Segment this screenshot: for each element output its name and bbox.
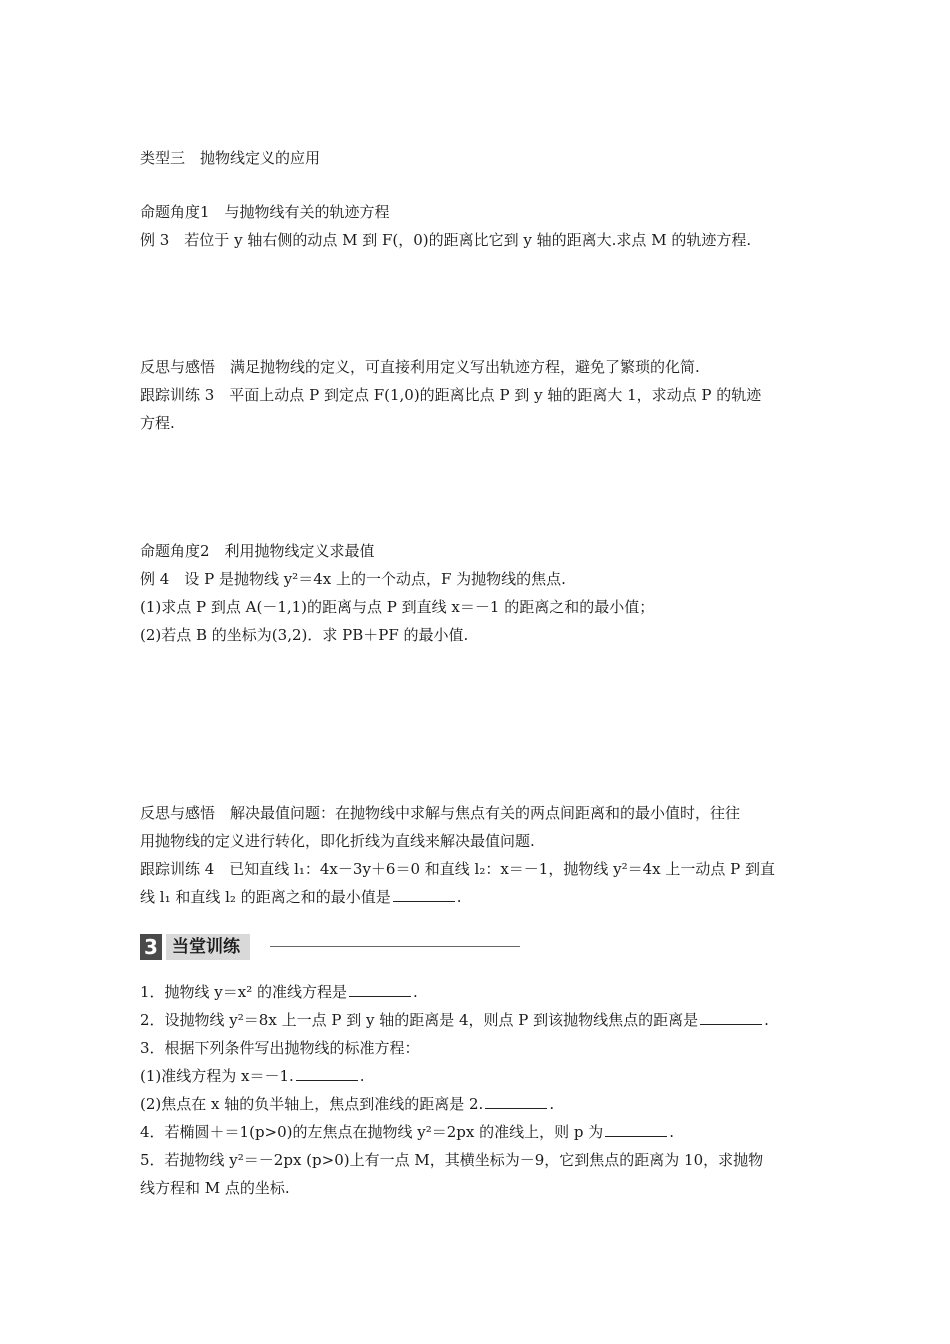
period: . [669,1123,675,1141]
question-3-2-text: (2)焦点在 x 轴的负半轴上，焦点到准线的距离是 2. [140,1095,484,1113]
section-header [140,934,530,960]
answer-blank [700,1010,762,1025]
question-3-2 [140,1094,554,1114]
question-4 [140,1122,674,1142]
trace4-line2 [140,887,461,907]
question-1 [140,982,418,1002]
question-3: 3．根据下列条件写出抛物线的标准方程： [140,1039,420,1057]
example4-text: 例 4 设 P 是抛物线 y²＝4x 上的一个动点，F 为抛物线的焦点. [140,570,566,588]
question-2 [140,1010,769,1030]
answer-blank [605,1122,667,1137]
trace4-line1: 跟踪训练 4 已知直线 l₁：4x－3y＋6＝0 和直线 l₂：x＝－1，抛物线 y²＝4x 上一动点 P 到直 [140,860,776,878]
period: . [764,1011,769,1029]
trace3-line2: 方程. [140,414,175,432]
angle2-heading: 命题角度2 利用抛物线定义求最值 [140,542,375,560]
section-divider [270,946,520,947]
question-1-text: 1．抛物线 y＝x² 的准线方程是 [140,983,348,1001]
example4-question2: (2)若点 B 的坐标为(3,2)．求 PB＋PF 的最小值. [140,626,469,644]
section-number-badge: 3 [140,934,162,960]
question-5-line2: 线方程和 M 点的坐标. [140,1179,290,1197]
example4-question1: (1)求点 P 到点 A(－1,1)的距离与点 P 到直线 x＝－1 的距离之和的最小值； [140,598,655,616]
example3-text: 例 3 若位于 y 轴右侧的动点 M 到 F(，0)的距离比它到 y 轴的距离大.求点 M 的轨迹方程. [140,231,752,249]
period: . [456,888,462,906]
question-3-1-text: (1)准线方程为 x＝－1. [140,1067,294,1085]
trace3-line1: 跟踪训练 3 平面上动点 P 到定点 F(1,0)的距离比点 P 到 y 轴的距离大 1，求动点 P 的轨迹 [140,386,762,404]
angle1-heading: 命题角度1 与抛物线有关的轨迹方程 [140,203,390,221]
answer-blank [296,1066,358,1081]
period: . [359,1067,365,1085]
reflection2-line2: 用抛物线的定义进行转化，即化折线为直线来解决最值问题. [140,832,535,850]
period: . [413,983,418,1001]
section-title: 当堂训练 [166,934,250,960]
reflection1-text: 反思与感悟 满足抛物线的定义，可直接利用定义写出轨迹方程，避免了繁琐的化简. [140,358,700,376]
trace4-line2-text: 线 l₁ 和直线 l₂ 的距离之和的最小值是 [140,888,391,906]
reflection2-line1: 反思与感悟 解决最值问题：在抛物线中求解与焦点有关的两点间距离和的最小值时，往往 [140,804,741,822]
question-4-text: 4．若椭圆＋＝1(p>0)的左焦点在抛物线 y²＝2px 的准线上，则 p 为 [140,1123,604,1141]
question-5-line1: 5．若抛物线 y²＝－2px (p>0)上有一点 M，其横坐标为－9，它到焦点的距离为 10，求抛物 [140,1151,764,1169]
answer-blank [349,982,411,997]
type3-heading: 类型三 抛物线定义的应用 [140,149,321,167]
answer-blank [393,887,455,902]
period: . [549,1095,555,1113]
question-3-1 [140,1066,365,1086]
answer-blank [485,1094,547,1109]
question-2-text: 2．设抛物线 y²＝8x 上一点 P 到 y 轴的距离是 4，则点 P 到该抛物线焦点的距离是 [140,1011,699,1029]
